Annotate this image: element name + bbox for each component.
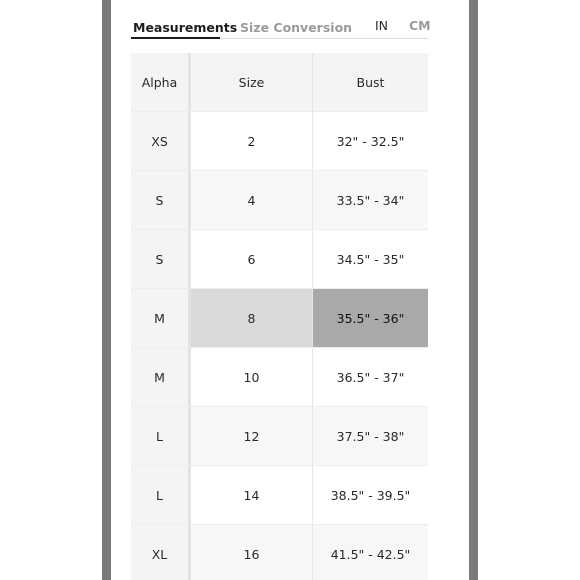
size-chart-panel [111, 0, 469, 580]
unit-toggle-in[interactable]: IN [375, 18, 389, 33]
table-row [131, 112, 428, 171]
table-row [131, 466, 428, 525]
header-alpha: Alpha [131, 53, 191, 111]
header-size: Size [191, 53, 313, 111]
frame-right-border [469, 0, 478, 580]
table-body [131, 112, 428, 580]
cell-bust: 33.5" - 34" [313, 171, 428, 229]
tab-bar-divider [220, 38, 428, 39]
cell-bust: 34.5" - 35" [336, 251, 405, 267]
cell-size: 4 [191, 171, 313, 229]
table-row [131, 171, 428, 230]
cell-alpha: L [131, 407, 191, 465]
cell-alpha: M [131, 289, 191, 347]
table-row [131, 230, 428, 289]
cell-alpha: S [131, 171, 191, 229]
cell-alpha: XS [131, 112, 191, 170]
cell-alpha: L [131, 466, 191, 524]
header-bust: Bust [313, 53, 428, 111]
cell-size: 10 [191, 348, 313, 406]
table-header-row [131, 53, 428, 112]
frame-left-border [102, 0, 111, 580]
table-row [131, 289, 428, 348]
cell-bust: 41.5" - 42.5" [313, 525, 428, 580]
table-row [131, 348, 428, 407]
cell-bust: 37.5" - 38" [313, 407, 428, 465]
table-row [131, 407, 428, 466]
cell-alpha: XL [131, 525, 191, 580]
table-row [131, 525, 428, 580]
cell-size: 8 [191, 289, 313, 347]
unit-toggle-cm[interactable]: CM [409, 18, 431, 33]
tab-measurements[interactable]: Measurements [133, 20, 238, 35]
cell-bust: 35.5" - 36" [313, 289, 428, 347]
cell-alpha: M [131, 348, 191, 406]
cell-bust: 36.5" - 37" [336, 369, 405, 385]
cell-size: 16 [191, 525, 313, 580]
tab-size-conversion[interactable]: Size Conversion [240, 20, 353, 35]
cell-bust: 32" - 32.5" [336, 133, 405, 149]
active-tab-underline [131, 37, 220, 39]
cell-alpha: S [131, 230, 191, 288]
cell-size: 14 [191, 466, 313, 524]
cell-size: 6 [191, 230, 313, 288]
cell-bust: 38.5" - 39.5" [330, 487, 411, 503]
cell-size: 2 [191, 112, 313, 170]
tab-bar [111, 0, 469, 46]
measurements-table [131, 53, 428, 580]
cell-size: 12 [191, 407, 313, 465]
